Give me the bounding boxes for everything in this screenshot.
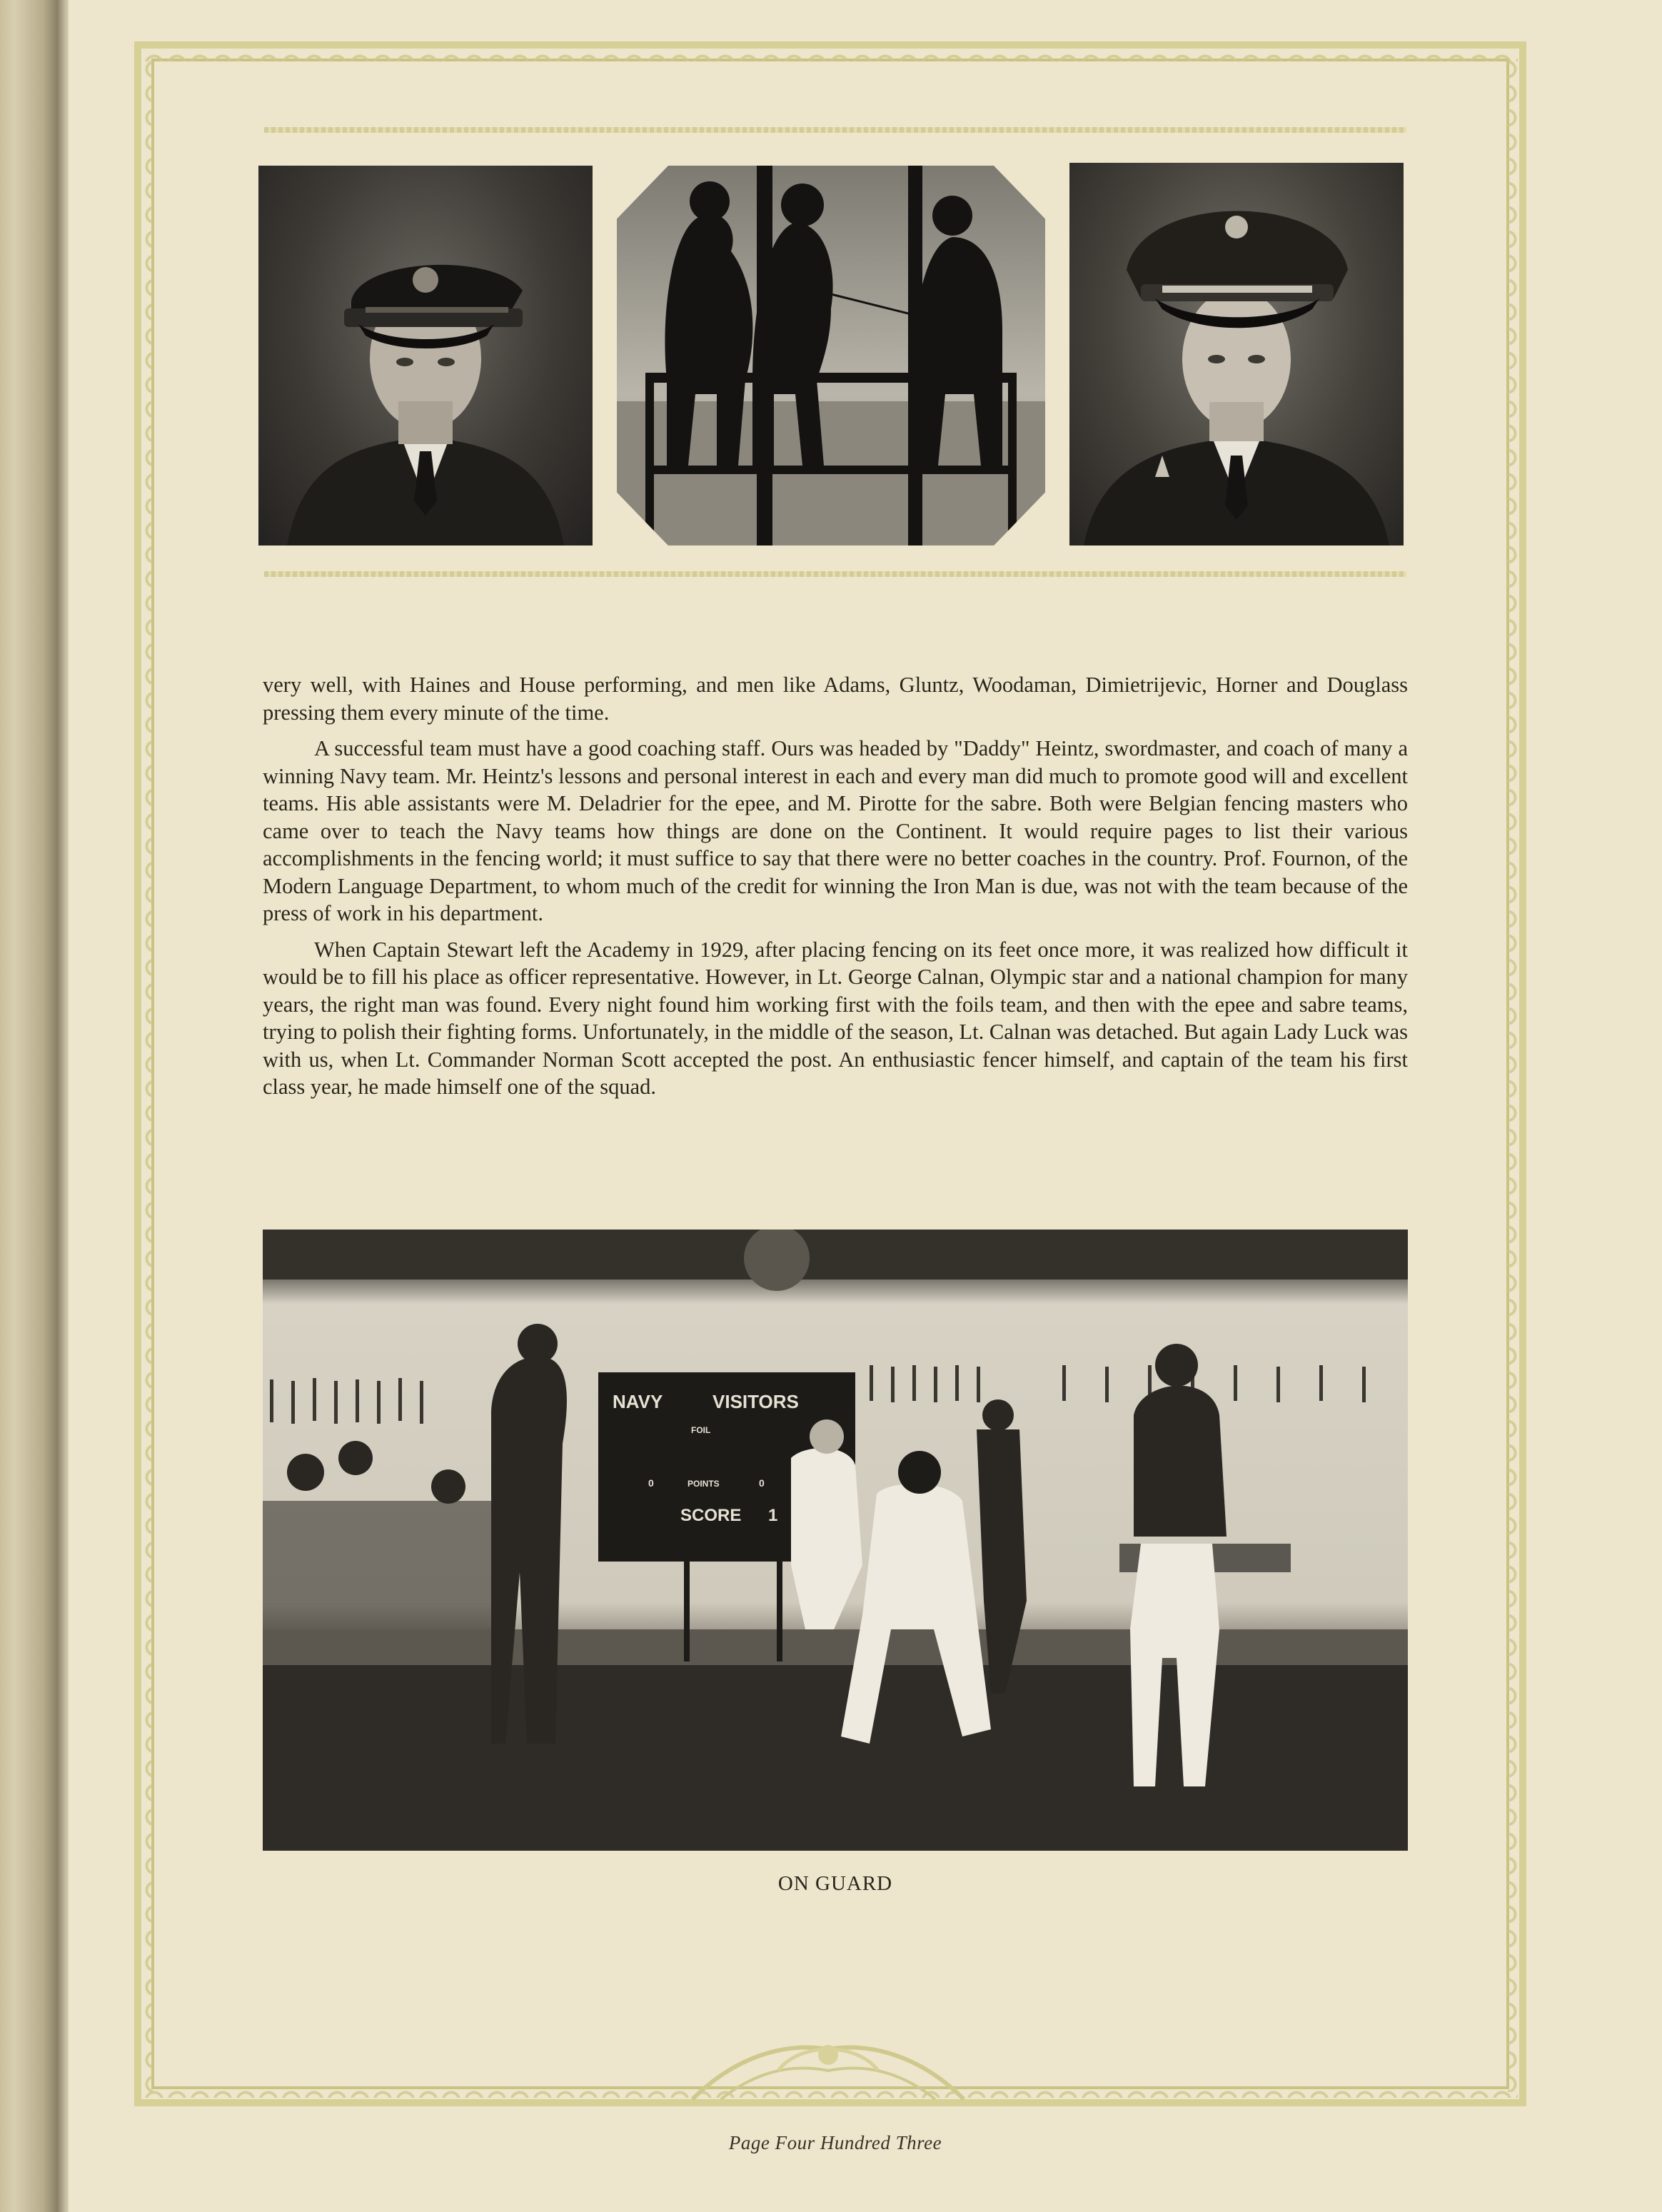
scoreboard-navy-points: 0: [648, 1477, 654, 1489]
border-wave-right: [1508, 57, 1521, 2092]
scoreboard-visitors-label: VISITORS: [712, 1391, 799, 1412]
paragraph-2: A successful team must have a good coaching staff. Ours was headed by "Daddy" Heintz, swordmaster, and coach of many a winning Navy team. Mr. Heintz's lessons and personal interest in each and every man did much to promote good will and excellent teams. His able assistants were M. Deladrier for the epee, and M. Pirotte for the sabre. Both were Belgian fencing masters who came over to teach the Navy teams how things are done on the Continent. It would require pages to list their various accomplishments in the fencing world; it must suffice to say that there were no better coaches in the country. Prof. Fournon, of the Modern Language Department, to whom much of the credit for winning the Iron Man is due, was not with the team because of the press of work in his department.: [263, 736, 1408, 925]
border-wave-top: [143, 47, 1518, 61]
paragraph-3: When Captain Stewart left the Academy in 1929, after placing fencing on its feet once more, it was realized how difficult it would be to fill his place as officer representative. However, in Lt. George Calnan, Olympic star and a national champion for many years, the right man was found. Every night found him working first with the foils team, and then with the epee and sabre teams, trying to polish their fighting forms. Unfortunately, in the middle of the season, Lt. Calnan was detached. But again Lady Luck was with us, when Lt. Commander Norman Scott accepted the post. An enthusiastic fencer himself, and captain of the team his first class year, he made himself one of the squad.: [263, 937, 1408, 1099]
portrait-left-figure: [258, 166, 593, 546]
book-gutter: [0, 0, 69, 2212]
photo-caption: ON GUARD: [777, 1872, 893, 1895]
scoreboard-event-label: FOIL: [691, 1425, 711, 1435]
border-wave-left: [140, 57, 153, 2092]
fencing-scene: [263, 1230, 1408, 1851]
scoreboard-visitors-points: 0: [759, 1477, 765, 1489]
paragraph-1: very well, with Haines and House performing, and men like Adams, Gluntz, Woodaman, Dimietrijevic, Horner and Douglass pressing them every minute of the time.: [263, 673, 1408, 725]
scoreboard-navy-label: NAVY: [613, 1391, 663, 1412]
page-number: Page Four Hundred Three: [728, 2132, 942, 2153]
on-guard-photo: [263, 1230, 1408, 1851]
silhouette-fencers-photo: [617, 166, 1045, 546]
scoreboard-score-value: 1: [768, 1506, 778, 1525]
silhouette-figures: [617, 166, 1045, 546]
scoreboard-score-label: SCORE: [680, 1506, 742, 1525]
scoreboard-points-label: POINTS: [688, 1479, 720, 1489]
article-body: [263, 671, 1408, 1110]
portrait-photo-right: [1069, 163, 1404, 546]
portrait-photo-left: [258, 166, 593, 546]
bottom-ornament: [678, 2028, 978, 2113]
portrait-right-figure: [1069, 163, 1404, 546]
photo-row-rule-top: [264, 127, 1406, 133]
photo-row-rule-bottom: [264, 571, 1406, 577]
